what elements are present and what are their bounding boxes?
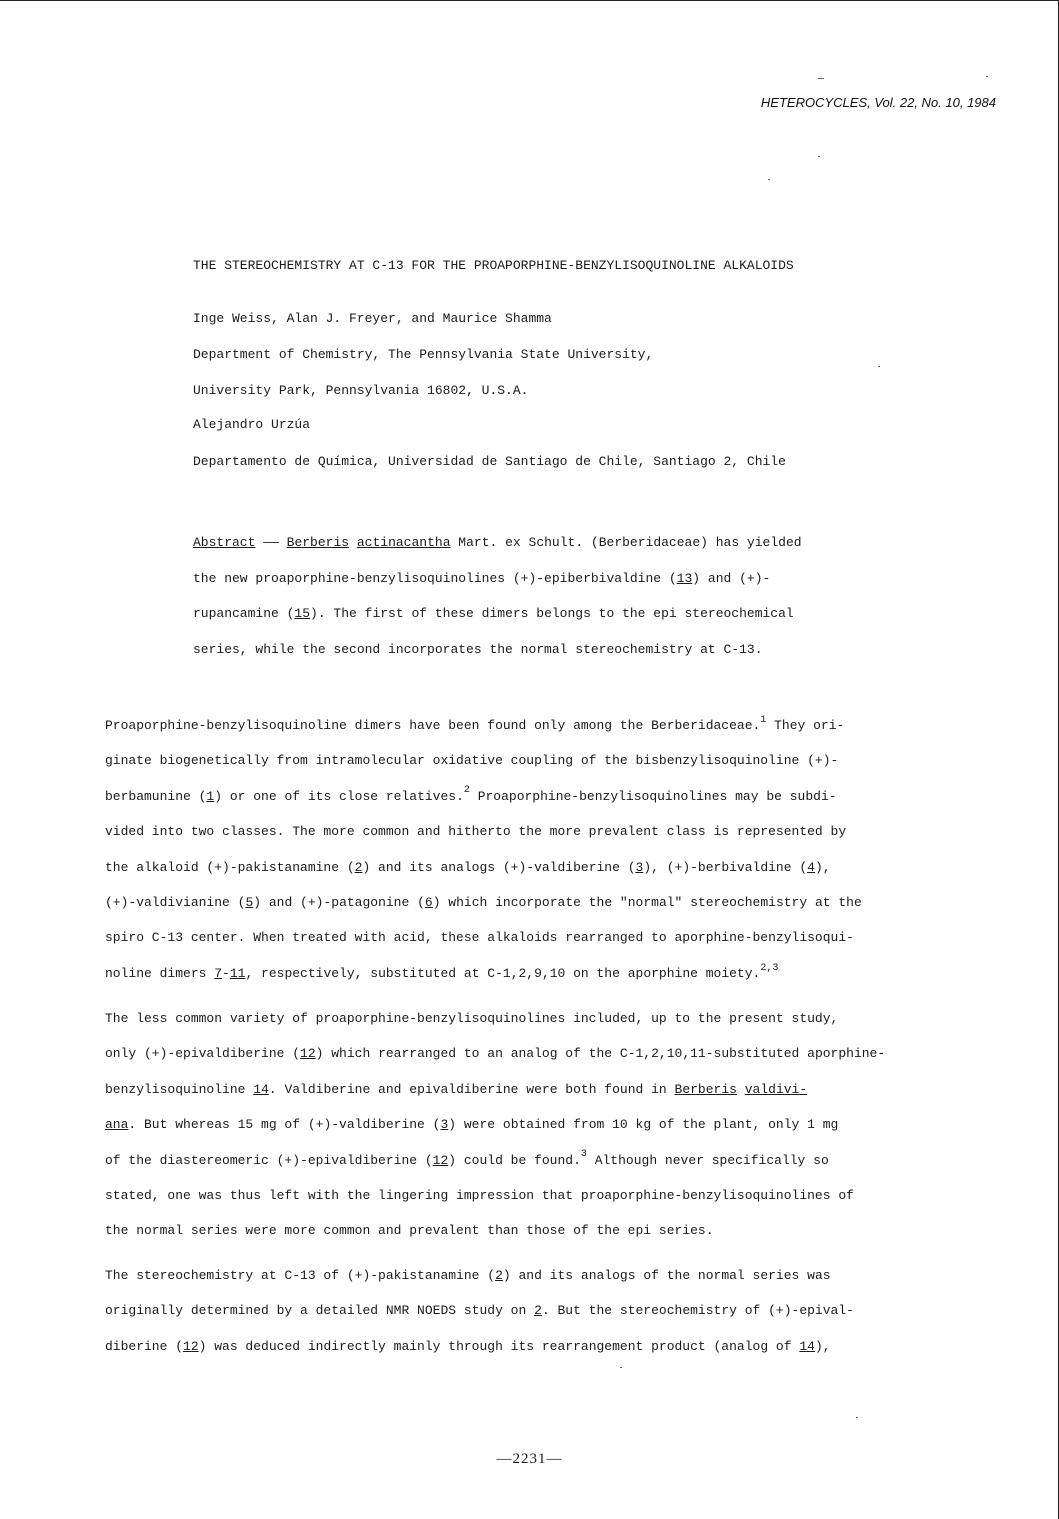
compound-ref: 12 (432, 1152, 449, 1168)
abstract-line (193, 525, 893, 561)
genus-name: Berberis (286, 535, 350, 550)
compound-ref: 1 (206, 788, 215, 804)
species-name: actinacantha (356, 535, 451, 550)
text: (+)-valdivianine ( (105, 895, 246, 911)
species-name: valdivi- (744, 1081, 808, 1097)
scan-speck (986, 76, 988, 77)
text-line (105, 850, 965, 885)
scan-speck (878, 366, 880, 367)
compound-ref: 7 (214, 965, 223, 981)
text-line (105, 1072, 965, 1107)
text: of the diastereomeric (+)-epivaldiberine ( (105, 1152, 433, 1168)
text: ), (814, 859, 831, 875)
text: ), (814, 1338, 831, 1354)
compound-ref: 12 (300, 1046, 316, 1062)
authors: Inge Weiss, Alan J. Freyer, and Maurice Shamma (193, 311, 552, 326)
text-line (105, 1293, 965, 1328)
text: . Valdiberine and epivaldiberine were both found in (268, 1081, 675, 1097)
paragraph-1 (105, 708, 965, 991)
compound-ref: 4 (807, 859, 815, 875)
text-line (105, 1143, 965, 1178)
text-line (105, 1036, 965, 1071)
compound-ref: 2 (495, 1268, 503, 1283)
text-line: stated, one was thus left with the lingering impression that proaporphine-benzylisoquinolines of (105, 1188, 854, 1204)
text: . But whereas 15 mg of (+)-valdiberine ( (128, 1117, 441, 1133)
abstract-text: ) and (+)- (692, 570, 771, 586)
compound-ref: 11 (229, 965, 246, 981)
compound-ref: 3 (635, 859, 644, 875)
text: ) was deduced indirectly mainly through its rearrangement product (analog of (198, 1338, 800, 1354)
compound-ref: 12 (183, 1338, 199, 1354)
text-line (105, 885, 965, 920)
text: originally determined by a detailed NMR NOEDS study on (105, 1303, 535, 1319)
second-author: Alejandro Urzúa (193, 417, 311, 432)
text: only (+)-epivaldiberine ( (105, 1046, 301, 1062)
text-line: spiro C-13 center. When treated with acid, these alkaloids rearranged to aporphine-benzylisoqui- (105, 930, 854, 946)
text-line (105, 1107, 965, 1142)
text: Proaporphine-benzylisoquinolines may be subdi- (469, 788, 837, 804)
text-line: The less common variety of proaporphine-benzylisoquinolines included, up to the present study, (105, 1011, 839, 1026)
abstract-text: ). The first of these dimers belongs to the epi stereochemical (310, 606, 794, 621)
compound-ref: 13 (676, 570, 693, 586)
affiliation-line-2: University Park, Pennsylvania 16802, U.S.A. (193, 383, 529, 398)
text: benzylisoquinoline (105, 1081, 254, 1097)
paper-title: THE STEREOCHEMISTRY AT C-13 FOR THE PROAPORPHINE-BENZYLISOQUINOLINE ALKALOIDS (193, 258, 794, 273)
text: berbamunine ( (105, 788, 207, 804)
abstract-text: the new proaporphine-benzylisoquinolines (+)-epiberbivaldine ( (193, 570, 677, 586)
abstract-line: series, while the second incorporates the normal stereochemistry at C-13. (193, 641, 763, 657)
scan-speck (768, 179, 770, 180)
compound-ref: 6 (424, 895, 433, 911)
text (737, 1082, 745, 1097)
footnote-ref: 1 (760, 714, 767, 726)
abstract-text: Mart. ex Schult. (Berberidaceae) has yielded (450, 535, 802, 550)
compound-ref: 15 (294, 606, 311, 621)
text-line: the normal series were more common and prevalent than those of the epi series. (105, 1223, 714, 1239)
footnote-ref: 3 (580, 1149, 587, 1161)
text: ) could be found. (448, 1152, 581, 1168)
text: the alkaloid (+)-pakistanamine ( (105, 859, 355, 875)
affiliation-line-1: Department of Chemistry, The Pennsylvania State University, (193, 347, 654, 362)
abstract-line (193, 596, 893, 632)
text: ) and (+)-patagonine ( (253, 895, 425, 911)
affiliation-line-3: Departamento de Química, Universidad de Santiago de Chile, Santiago 2, Chile (193, 454, 786, 469)
compound-ref: 2 (354, 859, 363, 875)
text-line (105, 1329, 965, 1364)
text-line (105, 1258, 965, 1293)
text: ) were obtained from 10 kg of the plant, only 1 mg (448, 1117, 839, 1133)
text: ) which incorporate the "normal" stereochemistry at the (432, 895, 862, 911)
text: , respectively, substituted at C-1,2,9,10 on the aporphine moiety. (245, 965, 761, 981)
text: . But the stereochemistry of (+)-epival- (541, 1303, 854, 1319)
text: ) which rearranged to an analog of the C-1,2,10,11-substituted aporphine- (315, 1046, 886, 1062)
paragraph-3 (105, 1258, 965, 1364)
scan-speck (620, 1367, 622, 1368)
footnote-ref: 2 (463, 785, 470, 797)
text-line: ginate biogenetically from intramolecular oxidative coupling of the bisbenzylisoquinoline (+)- (105, 753, 839, 769)
text: Proaporphine-benzylisoquinoline dimers have been found only among the Berberidaceae. (105, 718, 761, 733)
abstract-label: Abstract (193, 535, 256, 550)
paragraph-2 (105, 1001, 965, 1249)
text: They ori- (766, 718, 845, 733)
compound-ref: 2 (534, 1303, 542, 1319)
scan-speck (856, 1417, 858, 1418)
abstract (193, 525, 893, 667)
text: Although never specifically so (586, 1152, 829, 1168)
page-number: —2231— (496, 1451, 563, 1467)
text: ), (+)-berbivaldine ( (643, 859, 808, 875)
compound-ref: 14 (253, 1081, 269, 1097)
text: ) and its analogs (+)-valdiberine ( (362, 859, 636, 875)
journal-header: HETEROCYCLES, Vol. 22, No. 10, 1984 (760, 95, 996, 110)
species-name: ana (105, 1117, 129, 1133)
text-line (105, 956, 965, 991)
compound-ref: 14 (799, 1338, 815, 1354)
abstract-text: rupancamine ( (193, 606, 295, 621)
text: The stereochemistry at C-13 of (+)-pakistanamine ( (105, 1268, 496, 1283)
text-line (105, 708, 965, 743)
text: - (222, 965, 230, 981)
text: noline dimers (105, 965, 215, 981)
footnote-ref: 2,3 (760, 962, 779, 974)
text-line (105, 779, 965, 814)
scan-speck (818, 78, 824, 79)
compound-ref: 5 (245, 895, 254, 911)
text: ) and its analogs of the normal series was (502, 1268, 831, 1283)
text: diberine ( (105, 1338, 184, 1354)
abstract-line (193, 561, 893, 597)
text: ) or one of its close relatives. (214, 788, 464, 804)
scan-speck (818, 156, 820, 157)
abstract-dash: —— (255, 535, 287, 550)
text-line: vided into two classes. The more common and hitherto the more prevalent class is represented by (105, 824, 847, 840)
compound-ref: 3 (440, 1117, 449, 1133)
genus-name: Berberis (674, 1081, 737, 1097)
